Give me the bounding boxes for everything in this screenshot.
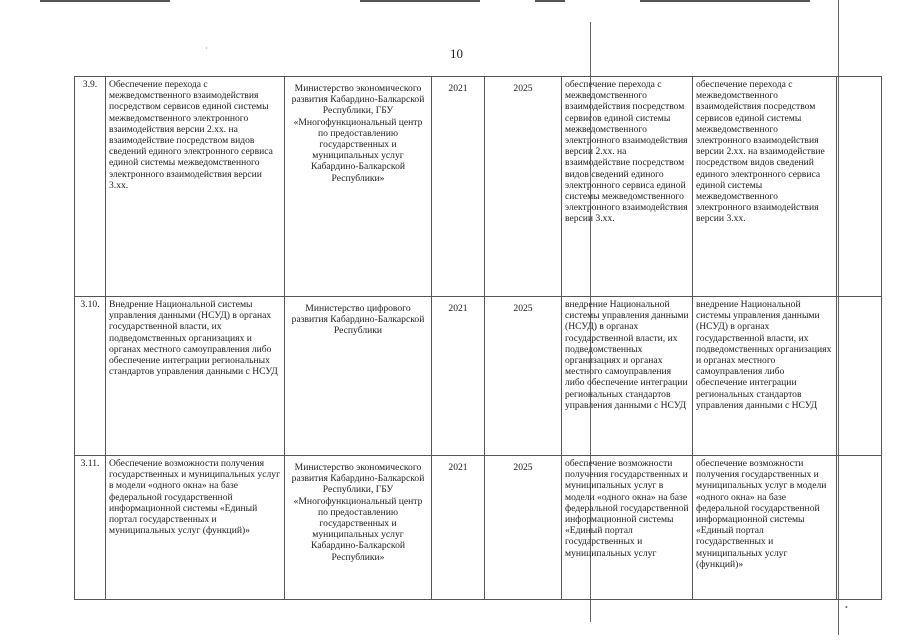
empty-cell (837, 456, 882, 600)
year-start: 2021 (432, 297, 485, 456)
row-number: 3.10. (75, 297, 106, 456)
executor: Министерство цифрового развития Кабардино-Балкарской Республики (285, 297, 432, 456)
result-1: обеспечение возможности получения государственных и муниципальных услуг в модели «одного окна» на базе федеральной государственной информационной системы «Единый портал государственных и муниципальных услуг (562, 456, 693, 600)
plan-table (74, 76, 882, 600)
measure-name: Внедрение Национальной системы управления данными (НСУД) в органах государственной власти, их подведомственных организациях и органах местного самоуправления либо обеспечение интеграции региональных стандартов управления данными с НСУД (106, 297, 285, 456)
scan-top-line (640, 0, 810, 2)
executor: Министерство экономического развития Кабардино-Балкарской Республики, ГБУ «Многофункциональный центр по предоставлению государственных и муниципальных услуг Кабардино-Балкарской Республики» (285, 77, 432, 297)
scan-top-line (535, 0, 565, 2)
result-2: обеспечение возможности получения государственных и муниципальных услуг в модели «одного окна» на базе федеральной государственной информационной системы «Единый портал государственных и муниципальных услуг (функций)» (693, 456, 837, 600)
measure-name: Обеспечение возможности получения государственных и муниципальных услуг в модели «одного окна» на базе федеральной государственной информационной системы «Единый портал государственных и муниципальных услуг (функций)» (106, 456, 285, 600)
table-row (75, 77, 882, 297)
empty-cell (837, 297, 882, 456)
scan-mark: · (205, 44, 208, 53)
table-row (75, 456, 882, 600)
result-1: обеспечение перехода с межведомственного взаимодействия посредством сервисов единой системы межведомственного электронного взаимодействия версии 2.хх. на взаимодействие посредством видов сведений единого электронного сервиса единой системы межведомственного электронного взаимодействия версии 3.хх. (562, 77, 693, 297)
year-end: 2025 (485, 297, 562, 456)
scan-mark: • (845, 603, 848, 612)
result-1: внедрение Национальной системы управления данными (НСУД) в органах государственной власти, их подведомственных организациях и органах местного самоуправления либо обеспечение интеграции региональных стандартов управления данными с НСУД (562, 297, 693, 456)
year-end: 2025 (485, 456, 562, 600)
table-row (75, 297, 882, 456)
page-number: 10 (450, 46, 463, 61)
result-2: внедрение Национальной системы управления данными (НСУД) в органах государственной власти, их подведомственных организациях и органах местного самоуправления либо обеспечение интеграции региональных стандартов управления данными с НСУД (693, 297, 837, 456)
result-2: обеспечение перехода с межведомственного взаимодействия посредством сервисов единой системы межведомственного электронного взаимодействия версии 2.хх. на взаимодействие посредством видов сведений единого электронного сервиса единой системы межведомственного электронного взаимодействия версии 3.хх. (693, 77, 837, 297)
empty-cell (837, 77, 882, 297)
row-number: 3.9. (75, 77, 106, 297)
scan-top-line (40, 0, 170, 2)
year-start: 2021 (432, 456, 485, 600)
year-end: 2025 (485, 77, 562, 297)
measure-name: Обеспечение перехода с межведомственного взаимодействия посредством сервисов единой системы межведомственного электронного взаимодействия версии 2.хх. на взаимодействие посредством видов сведений единого электронного сервиса единой системы межведомственного электронного взаимодействия версии 3.хх. (106, 77, 285, 297)
executor: Министерство экономического развития Кабардино-Балкарской Республики, ГБУ «Многофункциональный центр по предоставлению государственных и муниципальных услуг Кабардино-Балкарской Республики» (285, 456, 432, 600)
year-start: 2021 (432, 77, 485, 297)
row-number: 3.11. (75, 456, 106, 600)
scan-top-line (360, 0, 480, 2)
